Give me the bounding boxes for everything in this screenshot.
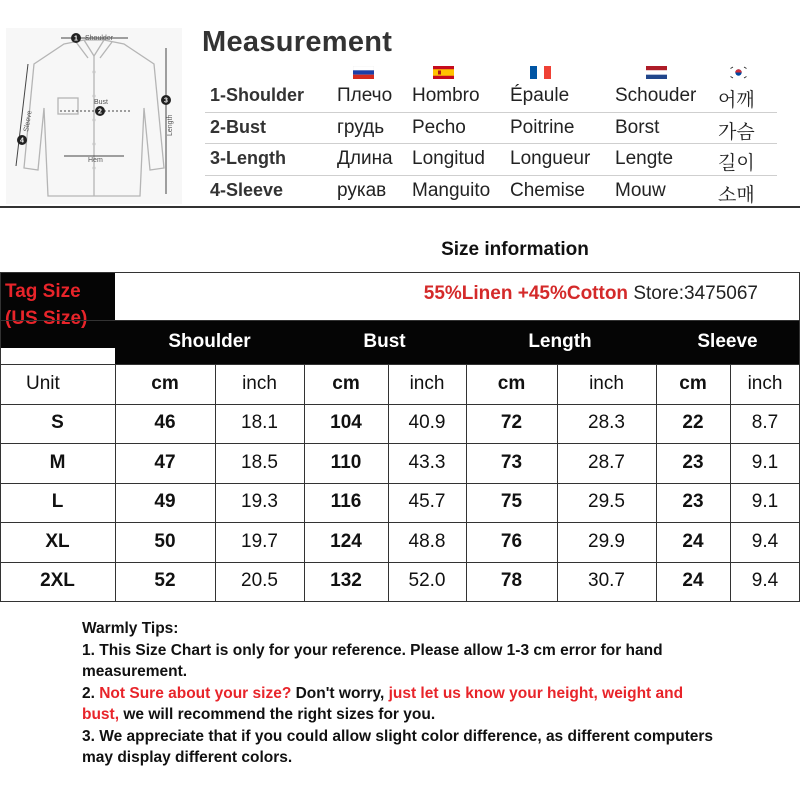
tag-size-label: Tag Size (US Size): [0, 272, 115, 348]
size-cell: 50: [154, 530, 176, 552]
size-cell: 45.7: [408, 491, 446, 513]
size-cell: 124: [330, 530, 362, 552]
unit-cell: cm: [679, 372, 707, 394]
size-row: [0, 522, 800, 562]
france-flag-icon: [530, 66, 551, 79]
size-cell: 28.3: [588, 412, 625, 434]
size-cell: 29.9: [588, 530, 625, 552]
measurement-section: [0, 0, 800, 210]
table-border: [466, 364, 467, 601]
size-cell: 9.1: [751, 451, 779, 473]
netherlands-flag-icon: [646, 66, 667, 79]
size-cell: 28.7: [588, 451, 625, 473]
header-bust: Bust: [363, 331, 406, 352]
size-cell: 52.0: [408, 570, 446, 592]
size-cell: 47: [154, 451, 176, 473]
size-cell: 9.4: [751, 530, 779, 552]
size-cell: S: [51, 412, 64, 434]
measurement-row-sleeve: 4-Sleeve рукав Manguito Chemise Mouw 소매: [210, 180, 755, 206]
svg-text:4: 4: [20, 137, 24, 145]
table-border: [0, 364, 800, 365]
measurement-title: Measurement: [202, 26, 393, 58]
size-row: [0, 443, 800, 483]
size-cell: 24: [682, 530, 704, 552]
svg-text:2: 2: [98, 108, 102, 116]
size-cell: 104: [330, 412, 362, 434]
table-border: [0, 272, 1, 601]
unit-cell: cm: [497, 372, 526, 394]
size-cell: 72: [500, 412, 523, 434]
store-id: Store:3475067: [633, 283, 758, 304]
tip-2: 2. Not Sure about your size? Don't worry, just let us know your height, weight and bust, we will recommend the right sizes for you.: [82, 684, 684, 723]
header-shoulder: Shoulder: [168, 331, 251, 352]
unit-row: [0, 364, 800, 404]
header-sleeve: Sleeve: [697, 331, 758, 352]
size-cell: 30.7: [588, 570, 625, 592]
size-information-title: Size information: [441, 239, 589, 260]
tips-heading: Warmly Tips:: [82, 620, 179, 637]
size-cell: 9.4: [751, 570, 779, 592]
warmly-tips: [82, 618, 722, 769]
material-info: [115, 272, 800, 304]
table-border: [557, 364, 558, 601]
size-cell: 76: [500, 530, 523, 552]
svg-text:Sleeve: Sleeve: [23, 110, 34, 133]
size-cell: 20.5: [241, 570, 278, 592]
header-length: Length: [528, 331, 592, 352]
size-information-table: [0, 228, 800, 600]
table-border: [656, 364, 657, 601]
unit-cell: inch: [242, 372, 277, 394]
material-composition: 55%Linen +45%Cotton: [423, 283, 629, 304]
size-cell: 49: [154, 491, 176, 513]
size-cell: 22: [682, 412, 704, 434]
size-cell: XL: [45, 530, 70, 552]
size-cell: 19.3: [241, 491, 278, 513]
unit-cell: inch: [589, 372, 624, 394]
table-border: [0, 443, 800, 444]
measurement-header-band: [115, 320, 800, 364]
size-cell: 52: [154, 570, 176, 592]
unit-cell: cm: [332, 372, 360, 394]
divider: [0, 206, 800, 208]
measurement-row-bust: 2-Bust грудь Pecho Poitrine Borst 가슴: [210, 117, 755, 143]
shirt-diagram-icon: [6, 28, 182, 204]
size-cell: 75: [500, 491, 523, 513]
table-border: [215, 364, 216, 601]
size-cell: 19.7: [241, 530, 278, 552]
size-cell: 24: [682, 570, 704, 592]
size-cell: 2XL: [40, 570, 75, 592]
measurement-row-length: 3-Length Длина Longitud Longueur Lengte 길이: [210, 148, 755, 174]
svg-text:3: 3: [164, 97, 168, 105]
table-border: [730, 364, 731, 601]
svg-text:1: 1: [74, 35, 78, 43]
svg-text:Shoulder: Shoulder: [85, 35, 114, 42]
size-cell: 78: [500, 570, 523, 592]
table-border: [115, 364, 116, 601]
table-border: [0, 483, 800, 484]
size-row: [0, 404, 800, 444]
size-cell: 9.1: [751, 491, 779, 513]
table-border: [0, 272, 800, 273]
size-cell: 110: [330, 451, 362, 473]
tip-1: 1. This Size Chart is only for your reference. Please allow 1-3 cm error for hand measurement.: [82, 641, 663, 680]
size-cell: 73: [500, 451, 523, 473]
size-cell: M: [49, 451, 66, 473]
size-cell: 18.1: [241, 412, 278, 434]
tip-3: 3. We appreciate that if you could allow slight color difference, as different computers may display different colors.: [82, 727, 714, 766]
spain-flag-icon: [433, 66, 454, 79]
table-border: [304, 364, 305, 601]
size-cell: L: [51, 491, 64, 513]
russia-flag-icon: [353, 66, 374, 79]
svg-text:Length: Length: [167, 114, 174, 136]
size-row: [0, 483, 800, 523]
svg-text:Bust: Bust: [94, 99, 109, 106]
table-border: [0, 522, 800, 523]
size-cell: 18.5: [241, 451, 278, 473]
size-row: [0, 562, 800, 602]
size-cell: 46: [154, 412, 176, 434]
unit-cell: Unit: [26, 372, 60, 394]
table-border: [0, 562, 800, 563]
size-cell: 40.9: [408, 412, 446, 434]
size-cell: 43.3: [408, 451, 446, 473]
table-border: [0, 404, 800, 405]
unit-cell: inch: [409, 372, 445, 394]
table-border: [0, 601, 800, 602]
size-cell: 48.8: [408, 530, 446, 552]
size-cell: 29.5: [588, 491, 625, 513]
size-cell: 8.7: [751, 412, 779, 434]
table-border: [0, 320, 800, 321]
unit-cell: inch: [747, 372, 783, 394]
measurement-row-shoulder: 1-Shoulder Плечо Hombro Épaule Schouder 어깨: [210, 85, 755, 111]
size-cell: 116: [330, 491, 362, 513]
size-cell: 23: [682, 451, 704, 473]
korea-flag-icon: [728, 66, 749, 79]
unit-cell: cm: [151, 372, 179, 394]
table-border: [388, 364, 389, 601]
size-cell: 23: [682, 491, 704, 513]
size-cell: 132: [330, 570, 362, 592]
svg-text:Hem: Hem: [88, 157, 103, 164]
